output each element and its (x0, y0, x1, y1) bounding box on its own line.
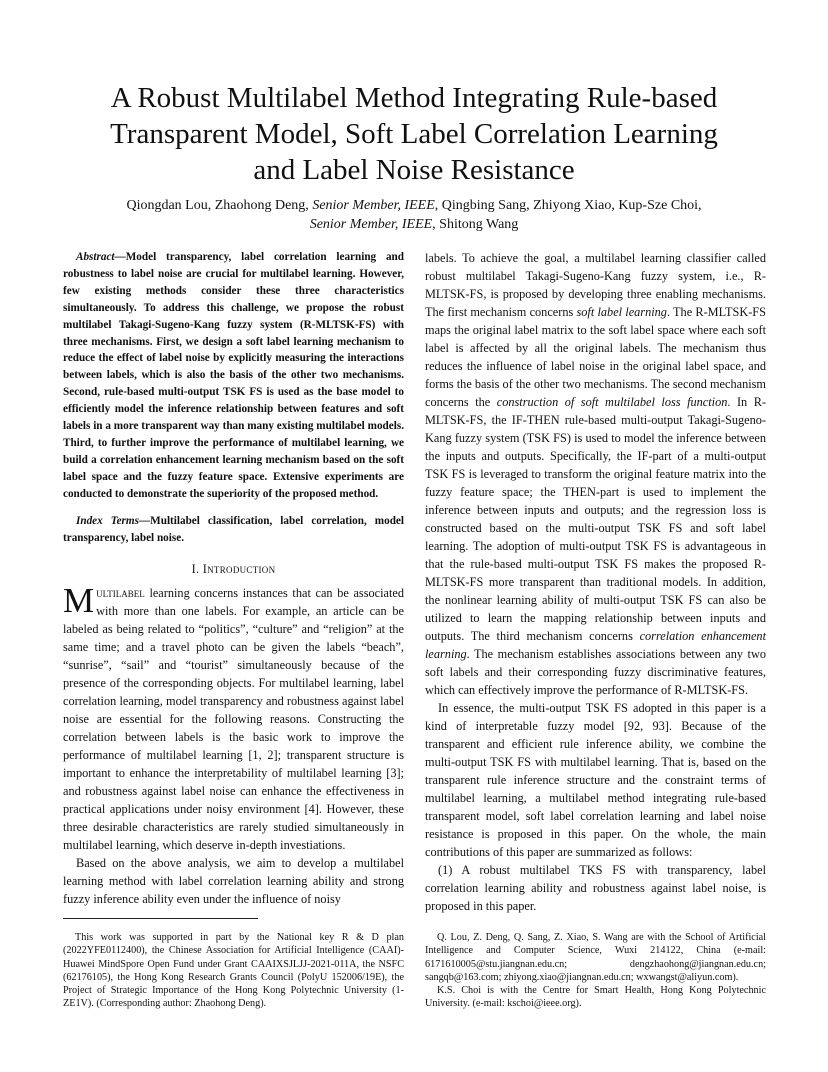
first-word: ultilabel (96, 586, 145, 601)
index-terms-label: Index Terms (76, 514, 139, 527)
affiliation-footnote (425, 931, 766, 1011)
section-title: Introduction (202, 562, 276, 577)
abstract-text: —Model transparency, label correlation learning and robustness to label noise are crucial for multilabel learning. However, few existing methods consider these three characteristics simultaneously. To address this challenge, we propose the robust multilabel Takagi-Sugeno-Kang fuzzy system (R-MLTSK-FS) with three mechanisms. First, we design a soft label learning mechanism to reduce the effect of label noise by explicitly measuring the interactions between labels, which is also the basis of the other two mechanisms. Second, rule-based multi-output TSK FS is used as the base model to efficiently model the inference relationship between features and soft labels in a more transparent way than many existing multilabel models. Third, to further improve the performance of multilabel learning, we build a correlation enhancement learning mechanism based on the soft label space and the fuzzy feature space. Extensive experiments are conducted to demonstrate the superiority of the proposed method. (63, 251, 404, 500)
drop-cap: M (63, 581, 95, 621)
footnote-text: K.S. Choi is with the Centre for Smart Health, Hong Kong Polytechnic University. (e-mail: kschoi@ieee.org). (425, 985, 766, 1010)
author-text: , Qingbing Sang, Zhiyong Xiao, Kup-Sze Choi, (434, 198, 702, 213)
body-paragraph: Based on the above analysis, we aim to develop a multilabel learning method with label correlation learning ability and strong fuzzy inference ability even under the influence of noisy (63, 856, 404, 907)
footnote-text: This work was supported in part by the National key R & D plan (2022YFE0112400), the Chinese Association for Artificial Intelligence (CAAI)-Huawei MindSpore Open Fund under Grant CAAIXSJLJJ-2021-011A, the NSFC (62176105), the Hong Kong Research Grants Council (PolyU 152006/19E), the Project of Strategic Importance of the Hong Kong Polytechnic University (1-ZE1V). (Corresponding author: Zhaohong Deng). (63, 932, 404, 1010)
body-text: . In R-MLTSK-FS, the IF-THEN rule-based multi-output Takagi-Sugeno-Kang fuzzy system (TSK FS) is used to model the inference between the inputs and outputs. Specifically, the IF-part of a multi-output TSK FS is leveraged to transform the original feature matrix into the fuzzy feature space; the THEN-part is used to implement the inference between inputs and outputs; and the regression loss is constructed based on the multi-output TSK FS and soft label learning. The adoption of multi-output TSK FS is advantageous in that the rule-based multi-output TSK FS makes the proposed R-MLTSK-FS more transparent than traditional models. In addition, the nonlinear learning ability of multi-output TSK FS can also be utilized to learn the mapping relationship between inputs and outputs. The third mechanism concerns (425, 395, 766, 643)
index-terms (63, 513, 404, 547)
right-column (425, 249, 766, 915)
body-text: labels. To achieve the goal, a multilabel learning classifier called robust multilabel Takagi-Sugeno-Kang fuzzy system, i.e., R-MLTSK-FS, is proposed by developing three enabling mechanisms. The first mechanism concerns (425, 251, 766, 319)
left-column (63, 249, 404, 908)
footnote-divider (63, 918, 258, 919)
title-line: and Label Noise Resistance (253, 154, 575, 186)
intro-paragraph (63, 581, 404, 854)
body-paragraph: In essence, the multi-output TSK FS adopted in this paper is a kind of interpretable fuzzy model [92, 93]. Because of the transparent and efficient rule inference ability, we combine the multi-output TSK FS with multilabel learning. That is, based on the transparent rule inference structure and the constraint terms of multilabel learning, a multilabel method integrating rule-based transparent model, soft label correlation learning and label noise resistance is proposed in this paper. On the whole, the main contributions of this paper are summarized as follows: (425, 701, 766, 859)
title-line: Transparent Model, Soft Label Correlation Learning (110, 118, 718, 150)
body-paragraph (425, 249, 766, 699)
section-heading (63, 560, 404, 578)
abstract (63, 249, 404, 503)
funding-footnote (63, 931, 404, 1011)
intro-text: learning concerns instances that can be associated with more than one labels. For example, an article can be labeled as being related to “politics”, “culture” and “religion” at the same time; and a travel photo can be given the labels “beach”, “sunrise”, “sail” and “tourist” simultaneously because of the presence of the corresponding objects. For multilabel learning, label correlation learning, model transparency and robustness against label noise are essential for the following reasons. Constructing the correlation between labels is the basic work to improve the performance of multilabel learning [1, 2]; transparent structure is important to enhance the interpretability of multilabel learning [3]; and robustness against label noise can enhance the effectiveness in practical applications under noisy environment [4]. However, these three desirable characteristics are rarely studied simultaneously in multilabel learning, which deserve in-depth investiations. (63, 586, 404, 853)
author-line (60, 196, 768, 215)
body-text: . The mechanism establishes associations between any two soft labels and their corresponding fuzzy discriminative features, which can effectively improve the performance of R-MLTSK-FS. (425, 647, 766, 697)
author-text: , Shitong Wang (432, 217, 519, 232)
abstract-label: Abstract (76, 251, 115, 263)
title-line: A Robust Multilabel Method Integrating Rule-based (110, 82, 718, 114)
paper-title (60, 80, 768, 188)
emphasis: correlation enhancement learning (425, 629, 766, 661)
author-line (60, 215, 768, 234)
body-text: . The R-MLTSK-FS maps the original label matrix to the soft label space where each soft label is affected by all the original labels. The mechanism thus reduces the influence of label noise in the original label space, and forms the basis of the other two mechanisms. The second mechanism concerns the (425, 305, 766, 409)
footnote-text: Q. Lou, Z. Deng, Q. Sang, Z. Xiao, S. Wang are with the School of Artificial Intelligence and Computer Science, Wuxi 214122, China (e-mail: 6171610005@stu.jiangnan.edu.cn; dengzhaohong@jiangnan.edu.cn; sangqb@163.com; zhiyong.xiao@jiangnan.edu.cn; wxwangst@aliyun.com). (425, 932, 766, 983)
index-terms-text: —Multilabel classification, label correlation, model transparency, label noise. (63, 514, 404, 544)
author-list (60, 196, 768, 234)
author-membership: Senior Member, IEEE (309, 217, 433, 232)
author-text: Qiongdan Lou, Zhaohong Deng, (126, 198, 313, 213)
section-number: I. (191, 562, 203, 577)
contribution-item: (1) A robust multilabel TKS FS with transparency, label correlation learning ability and robustness against label noise, is proposed in this paper. (425, 863, 766, 913)
author-membership: Senior Member, IEEE (312, 198, 435, 213)
emphasis: soft label learning (576, 305, 667, 319)
emphasis: construction of soft multilabel loss function (496, 395, 728, 409)
